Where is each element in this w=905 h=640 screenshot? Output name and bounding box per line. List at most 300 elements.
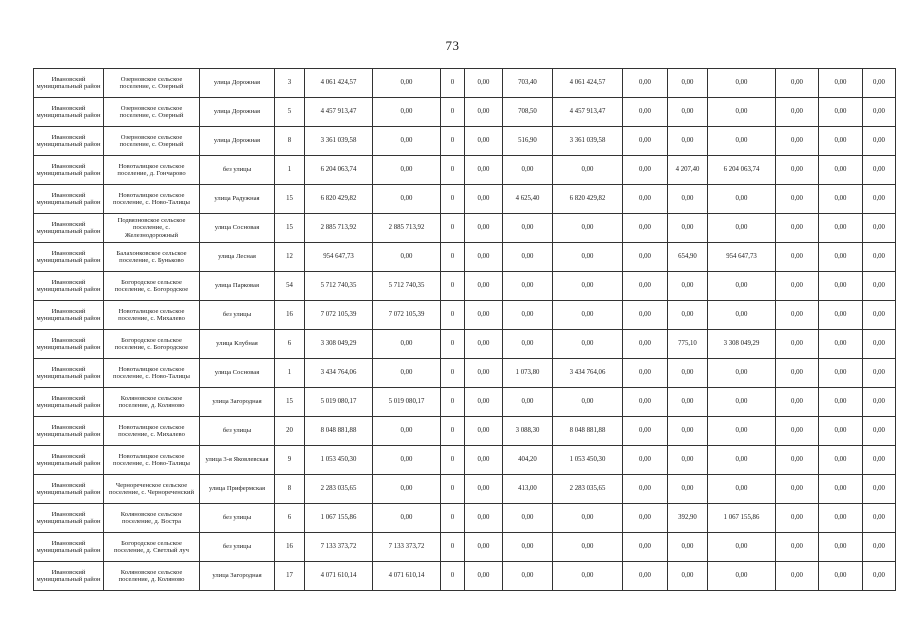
value-cell: 0,00: [819, 475, 863, 504]
value-cell: 0,00: [776, 359, 819, 388]
cost-cell: 0,00: [553, 504, 623, 533]
area-cell: 708,50: [503, 98, 553, 127]
area-cell: 0,00: [668, 301, 708, 330]
value-cell: 0,00: [819, 243, 863, 272]
cost-cell: 2 885 713,92: [373, 214, 441, 243]
table-row: [34, 533, 896, 562]
value-cell: 0,00: [623, 127, 668, 156]
area-cell: 413,00: [503, 475, 553, 504]
settlement-cell: Новоталицкое сельское поселение, с. Ново-Талицы: [104, 359, 200, 388]
settlement-cell: Озерновское сельское поселение, с. Озерный: [104, 127, 200, 156]
cost-cell: 0,00: [553, 301, 623, 330]
cost-cell: 1 067 155,86: [708, 504, 776, 533]
cost-cell: 0,00: [708, 388, 776, 417]
settlement-cell: Новоталицкое сельское поселение, с. Михалево: [104, 417, 200, 446]
area-cell: 0,00: [668, 446, 708, 475]
repair-program-table: [33, 68, 896, 591]
area-cell: 0,00: [503, 301, 553, 330]
value-cell: 0,00: [465, 562, 503, 591]
value-cell: 0,00: [819, 388, 863, 417]
value-cell: 0,00: [465, 359, 503, 388]
street-cell: улица Загородная: [200, 562, 275, 591]
value-cell: 0,00: [465, 388, 503, 417]
total-cost-cell: 3 308 049,29: [305, 330, 373, 359]
value-cell: 0,00: [863, 504, 896, 533]
street-cell: без улицы: [200, 156, 275, 185]
value-cell: 0,00: [623, 330, 668, 359]
cost-cell: 0,00: [553, 330, 623, 359]
count-cell: 0: [441, 359, 465, 388]
table-row: [34, 156, 896, 185]
total-cost-cell: 1 067 155,86: [305, 504, 373, 533]
area-cell: 0,00: [668, 214, 708, 243]
table-row: [34, 272, 896, 301]
cost-cell: 0,00: [373, 185, 441, 214]
cost-cell: 0,00: [373, 359, 441, 388]
count-cell: 0: [441, 301, 465, 330]
settlement-cell: Новоталицкое сельское поселение, с. Ново-Талицы: [104, 185, 200, 214]
value-cell: 0,00: [623, 301, 668, 330]
house-number-cell: 15: [275, 214, 305, 243]
total-cost-cell: 6 820 429,82: [305, 185, 373, 214]
value-cell: 0,00: [465, 417, 503, 446]
value-cell: 0,00: [623, 214, 668, 243]
total-cost-cell: 5 712 740,35: [305, 272, 373, 301]
total-cost-cell: 954 647,73: [305, 243, 373, 272]
value-cell: 0,00: [465, 98, 503, 127]
settlement-cell: Коляновское сельское поселение, д. Коляново: [104, 388, 200, 417]
count-cell: 0: [441, 69, 465, 98]
value-cell: 0,00: [776, 214, 819, 243]
value-cell: 0,00: [776, 446, 819, 475]
count-cell: 0: [441, 98, 465, 127]
area-cell: 0,00: [668, 562, 708, 591]
area-cell: 1 073,80: [503, 359, 553, 388]
total-cost-cell: 3 361 039,58: [305, 127, 373, 156]
value-cell: 0,00: [776, 243, 819, 272]
value-cell: 0,00: [863, 533, 896, 562]
area-cell: 775,10: [668, 330, 708, 359]
value-cell: 0,00: [819, 185, 863, 214]
area-cell: 654,90: [668, 243, 708, 272]
district-cell: Ивановский муниципальный район: [34, 156, 104, 185]
street-cell: улица Радужная: [200, 185, 275, 214]
value-cell: 0,00: [863, 243, 896, 272]
count-cell: 0: [441, 243, 465, 272]
value-cell: 0,00: [465, 446, 503, 475]
value-cell: 0,00: [465, 301, 503, 330]
value-cell: 0,00: [623, 562, 668, 591]
value-cell: 0,00: [819, 330, 863, 359]
street-cell: без улицы: [200, 301, 275, 330]
count-cell: 0: [441, 504, 465, 533]
total-cost-cell: 4 457 913,47: [305, 98, 373, 127]
settlement-cell: Богородское сельское поселение, с. Богородское: [104, 330, 200, 359]
table-row: [34, 185, 896, 214]
cost-cell: 2 283 035,65: [553, 475, 623, 504]
street-cell: без улицы: [200, 417, 275, 446]
district-cell: Ивановский муниципальный район: [34, 243, 104, 272]
settlement-cell: Богородское сельское поселение, с. Богородское: [104, 272, 200, 301]
cost-cell: 0,00: [708, 446, 776, 475]
value-cell: 0,00: [863, 330, 896, 359]
cost-cell: 4 061 424,57: [553, 69, 623, 98]
value-cell: 0,00: [776, 388, 819, 417]
district-cell: Ивановский муниципальный район: [34, 533, 104, 562]
cost-cell: 0,00: [373, 446, 441, 475]
total-cost-cell: 4 071 610,14: [305, 562, 373, 591]
value-cell: 0,00: [776, 533, 819, 562]
value-cell: 0,00: [863, 214, 896, 243]
cost-cell: 0,00: [708, 301, 776, 330]
house-number-cell: 15: [275, 185, 305, 214]
value-cell: 0,00: [863, 69, 896, 98]
settlement-cell: Коляновское сельское поселение, д. Востра: [104, 504, 200, 533]
total-cost-cell: 7 133 373,72: [305, 533, 373, 562]
settlement-cell: Балахонковское сельское поселение, с. Буньково: [104, 243, 200, 272]
house-number-cell: 12: [275, 243, 305, 272]
house-number-cell: 16: [275, 301, 305, 330]
value-cell: 0,00: [819, 272, 863, 301]
value-cell: 0,00: [465, 243, 503, 272]
value-cell: 0,00: [623, 359, 668, 388]
cost-cell: 6 204 063,74: [708, 156, 776, 185]
area-cell: 0,00: [668, 185, 708, 214]
page-number: 73: [445, 38, 460, 53]
table-row: [34, 301, 896, 330]
cost-cell: 0,00: [373, 156, 441, 185]
cost-cell: 3 361 039,58: [553, 127, 623, 156]
table-row: [34, 214, 896, 243]
house-number-cell: 17: [275, 562, 305, 591]
value-cell: 0,00: [465, 272, 503, 301]
table-row: [34, 330, 896, 359]
settlement-cell: Богородское сельское поселение, д. Светлый луч: [104, 533, 200, 562]
table-row: [34, 243, 896, 272]
area-cell: 0,00: [503, 156, 553, 185]
cost-cell: 7 133 373,72: [373, 533, 441, 562]
value-cell: 0,00: [465, 185, 503, 214]
value-cell: 0,00: [623, 185, 668, 214]
area-cell: 0,00: [503, 214, 553, 243]
value-cell: 0,00: [863, 98, 896, 127]
value-cell: 0,00: [819, 417, 863, 446]
value-cell: 0,00: [863, 272, 896, 301]
cost-cell: 0,00: [708, 417, 776, 446]
cost-cell: 0,00: [708, 98, 776, 127]
value-cell: 0,00: [776, 562, 819, 591]
house-number-cell: 54: [275, 272, 305, 301]
table-body: [34, 69, 896, 591]
value-cell: 0,00: [863, 446, 896, 475]
house-number-cell: 3: [275, 69, 305, 98]
table-row: [34, 359, 896, 388]
cost-cell: 0,00: [553, 272, 623, 301]
house-number-cell: 15: [275, 388, 305, 417]
value-cell: 0,00: [863, 562, 896, 591]
table-row: [34, 504, 896, 533]
cost-cell: 0,00: [708, 69, 776, 98]
cost-cell: 0,00: [708, 185, 776, 214]
total-cost-cell: 5 019 080,17: [305, 388, 373, 417]
street-cell: улица Загородная: [200, 388, 275, 417]
count-cell: 0: [441, 417, 465, 446]
cost-cell: 0,00: [708, 272, 776, 301]
count-cell: 0: [441, 533, 465, 562]
cost-cell: 7 072 105,39: [373, 301, 441, 330]
cost-cell: 0,00: [708, 214, 776, 243]
cost-cell: 0,00: [553, 243, 623, 272]
value-cell: 0,00: [819, 98, 863, 127]
count-cell: 0: [441, 562, 465, 591]
settlement-cell: Коляновское сельское поселение, д. Коляново: [104, 562, 200, 591]
value-cell: 0,00: [776, 301, 819, 330]
house-number-cell: 6: [275, 330, 305, 359]
cost-cell: 5 712 740,35: [373, 272, 441, 301]
district-cell: Ивановский муниципальный район: [34, 388, 104, 417]
district-cell: Ивановский муниципальный район: [34, 98, 104, 127]
cost-cell: 6 820 429,82: [553, 185, 623, 214]
cost-cell: 0,00: [553, 533, 623, 562]
value-cell: 0,00: [776, 156, 819, 185]
cost-cell: 0,00: [553, 562, 623, 591]
value-cell: 0,00: [623, 504, 668, 533]
area-cell: 4 625,40: [503, 185, 553, 214]
street-cell: улица Клубная: [200, 330, 275, 359]
table-row: [34, 475, 896, 504]
settlement-cell: Новоталицкое сельское поселение, д. Гончарово: [104, 156, 200, 185]
value-cell: 0,00: [623, 533, 668, 562]
total-cost-cell: 1 053 450,30: [305, 446, 373, 475]
count-cell: 0: [441, 272, 465, 301]
value-cell: 0,00: [819, 69, 863, 98]
value-cell: 0,00: [863, 388, 896, 417]
settlement-cell: Новоталицкое сельское поселение, с. Михалево: [104, 301, 200, 330]
value-cell: 0,00: [863, 417, 896, 446]
settlement-cell: Озерновское сельское поселение, с. Озерный: [104, 69, 200, 98]
value-cell: 0,00: [623, 156, 668, 185]
value-cell: 0,00: [465, 533, 503, 562]
street-cell: улица Дорожная: [200, 69, 275, 98]
area-cell: 0,00: [503, 562, 553, 591]
value-cell: 0,00: [623, 446, 668, 475]
value-cell: 0,00: [819, 359, 863, 388]
cost-cell: 0,00: [553, 214, 623, 243]
area-cell: 0,00: [503, 388, 553, 417]
value-cell: 0,00: [863, 359, 896, 388]
house-number-cell: 20: [275, 417, 305, 446]
value-cell: 0,00: [776, 185, 819, 214]
value-cell: 0,00: [863, 475, 896, 504]
value-cell: 0,00: [863, 127, 896, 156]
count-cell: 0: [441, 214, 465, 243]
value-cell: 0,00: [623, 475, 668, 504]
area-cell: 3 088,30: [503, 417, 553, 446]
area-cell: 0,00: [668, 69, 708, 98]
district-cell: Ивановский муниципальный район: [34, 562, 104, 591]
total-cost-cell: 7 072 105,39: [305, 301, 373, 330]
area-cell: 0,00: [668, 127, 708, 156]
area-cell: 0,00: [668, 388, 708, 417]
area-cell: 0,00: [503, 243, 553, 272]
house-number-cell: 1: [275, 156, 305, 185]
cost-cell: 0,00: [708, 562, 776, 591]
table-row: [34, 388, 896, 417]
value-cell: 0,00: [623, 272, 668, 301]
value-cell: 0,00: [776, 69, 819, 98]
district-cell: Ивановский муниципальный район: [34, 214, 104, 243]
value-cell: 0,00: [776, 98, 819, 127]
value-cell: 0,00: [465, 504, 503, 533]
value-cell: 0,00: [863, 185, 896, 214]
total-cost-cell: 2 885 713,92: [305, 214, 373, 243]
district-cell: Ивановский муниципальный район: [34, 272, 104, 301]
value-cell: 0,00: [819, 214, 863, 243]
area-cell: 392,90: [668, 504, 708, 533]
cost-cell: 0,00: [373, 98, 441, 127]
total-cost-cell: 4 061 424,57: [305, 69, 373, 98]
house-number-cell: 1: [275, 359, 305, 388]
cost-cell: 4 071 610,14: [373, 562, 441, 591]
district-cell: Ивановский муниципальный район: [34, 417, 104, 446]
table-row: [34, 127, 896, 156]
cost-cell: 5 019 080,17: [373, 388, 441, 417]
district-cell: Ивановский муниципальный район: [34, 504, 104, 533]
area-cell: 0,00: [668, 98, 708, 127]
cost-cell: 0,00: [373, 127, 441, 156]
value-cell: 0,00: [465, 330, 503, 359]
value-cell: 0,00: [819, 301, 863, 330]
district-cell: Ивановский муниципальный район: [34, 301, 104, 330]
street-cell: улица Сосновая: [200, 359, 275, 388]
value-cell: 0,00: [623, 388, 668, 417]
cost-cell: 0,00: [373, 504, 441, 533]
street-cell: улица Дорожная: [200, 98, 275, 127]
cost-cell: 0,00: [373, 243, 441, 272]
cost-cell: 0,00: [708, 475, 776, 504]
area-cell: 0,00: [668, 417, 708, 446]
cost-cell: 0,00: [373, 330, 441, 359]
cost-cell: 0,00: [373, 417, 441, 446]
cost-cell: 1 053 450,30: [553, 446, 623, 475]
area-cell: 0,00: [503, 533, 553, 562]
value-cell: 0,00: [819, 533, 863, 562]
street-cell: улица Парковая: [200, 272, 275, 301]
total-cost-cell: 3 434 764,06: [305, 359, 373, 388]
table-row: [34, 417, 896, 446]
settlement-cell: Подвязновское сельское поселение, с. Железнодорожный: [104, 214, 200, 243]
house-number-cell: 16: [275, 533, 305, 562]
table-row: [34, 562, 896, 591]
table-row: [34, 98, 896, 127]
count-cell: 0: [441, 185, 465, 214]
cost-cell: 0,00: [708, 359, 776, 388]
area-cell: 0,00: [503, 272, 553, 301]
street-cell: без улицы: [200, 533, 275, 562]
house-number-cell: 8: [275, 475, 305, 504]
value-cell: 0,00: [465, 69, 503, 98]
count-cell: 0: [441, 330, 465, 359]
area-cell: 4 207,40: [668, 156, 708, 185]
value-cell: 0,00: [863, 156, 896, 185]
district-cell: Ивановский муниципальный район: [34, 127, 104, 156]
house-number-cell: 9: [275, 446, 305, 475]
total-cost-cell: 8 048 881,88: [305, 417, 373, 446]
value-cell: 0,00: [776, 330, 819, 359]
value-cell: 0,00: [776, 417, 819, 446]
area-cell: 0,00: [668, 533, 708, 562]
settlement-cell: Озерновское сельское поселение, с. Озерный: [104, 98, 200, 127]
cost-cell: 0,00: [708, 127, 776, 156]
area-cell: 404,20: [503, 446, 553, 475]
value-cell: 0,00: [623, 98, 668, 127]
value-cell: 0,00: [863, 301, 896, 330]
district-cell: Ивановский муниципальный район: [34, 185, 104, 214]
value-cell: 0,00: [465, 475, 503, 504]
house-number-cell: 6: [275, 504, 305, 533]
value-cell: 0,00: [819, 127, 863, 156]
count-cell: 0: [441, 388, 465, 417]
cost-cell: 0,00: [708, 533, 776, 562]
value-cell: 0,00: [819, 504, 863, 533]
area-cell: 0,00: [503, 504, 553, 533]
area-cell: 0,00: [503, 330, 553, 359]
value-cell: 0,00: [465, 156, 503, 185]
count-cell: 0: [441, 475, 465, 504]
cost-cell: 0,00: [373, 69, 441, 98]
value-cell: 0,00: [623, 243, 668, 272]
total-cost-cell: 2 283 035,65: [305, 475, 373, 504]
count-cell: 0: [441, 156, 465, 185]
cost-cell: 0,00: [553, 388, 623, 417]
table-row: [34, 69, 896, 98]
district-cell: Ивановский муниципальный район: [34, 359, 104, 388]
street-cell: без улицы: [200, 504, 275, 533]
settlement-cell: Новоталицкое сельское поселение, с. Ново-Талицы: [104, 446, 200, 475]
value-cell: 0,00: [465, 127, 503, 156]
area-cell: 0,00: [668, 272, 708, 301]
value-cell: 0,00: [623, 69, 668, 98]
count-cell: 0: [441, 127, 465, 156]
area-cell: 703,40: [503, 69, 553, 98]
house-number-cell: 8: [275, 127, 305, 156]
district-cell: Ивановский муниципальный район: [34, 475, 104, 504]
value-cell: 0,00: [776, 127, 819, 156]
value-cell: 0,00: [776, 504, 819, 533]
cost-cell: 4 457 913,47: [553, 98, 623, 127]
house-number-cell: 5: [275, 98, 305, 127]
area-cell: 516,90: [503, 127, 553, 156]
value-cell: 0,00: [819, 562, 863, 591]
district-cell: Ивановский муниципальный район: [34, 330, 104, 359]
street-cell: улица Прифермская: [200, 475, 275, 504]
street-cell: улица 3-я Яковлевская: [200, 446, 275, 475]
district-cell: Ивановский муниципальный район: [34, 446, 104, 475]
district-cell: Ивановский муниципальный район: [34, 69, 104, 98]
value-cell: 0,00: [819, 156, 863, 185]
area-cell: 0,00: [668, 475, 708, 504]
cost-cell: 0,00: [553, 156, 623, 185]
cost-cell: 3 434 764,06: [553, 359, 623, 388]
value-cell: 0,00: [819, 446, 863, 475]
value-cell: 0,00: [623, 417, 668, 446]
street-cell: улица Сосновая: [200, 214, 275, 243]
value-cell: 0,00: [776, 475, 819, 504]
cost-cell: 954 647,73: [708, 243, 776, 272]
total-cost-cell: 6 204 063,74: [305, 156, 373, 185]
value-cell: 0,00: [465, 214, 503, 243]
street-cell: улица Дорожная: [200, 127, 275, 156]
